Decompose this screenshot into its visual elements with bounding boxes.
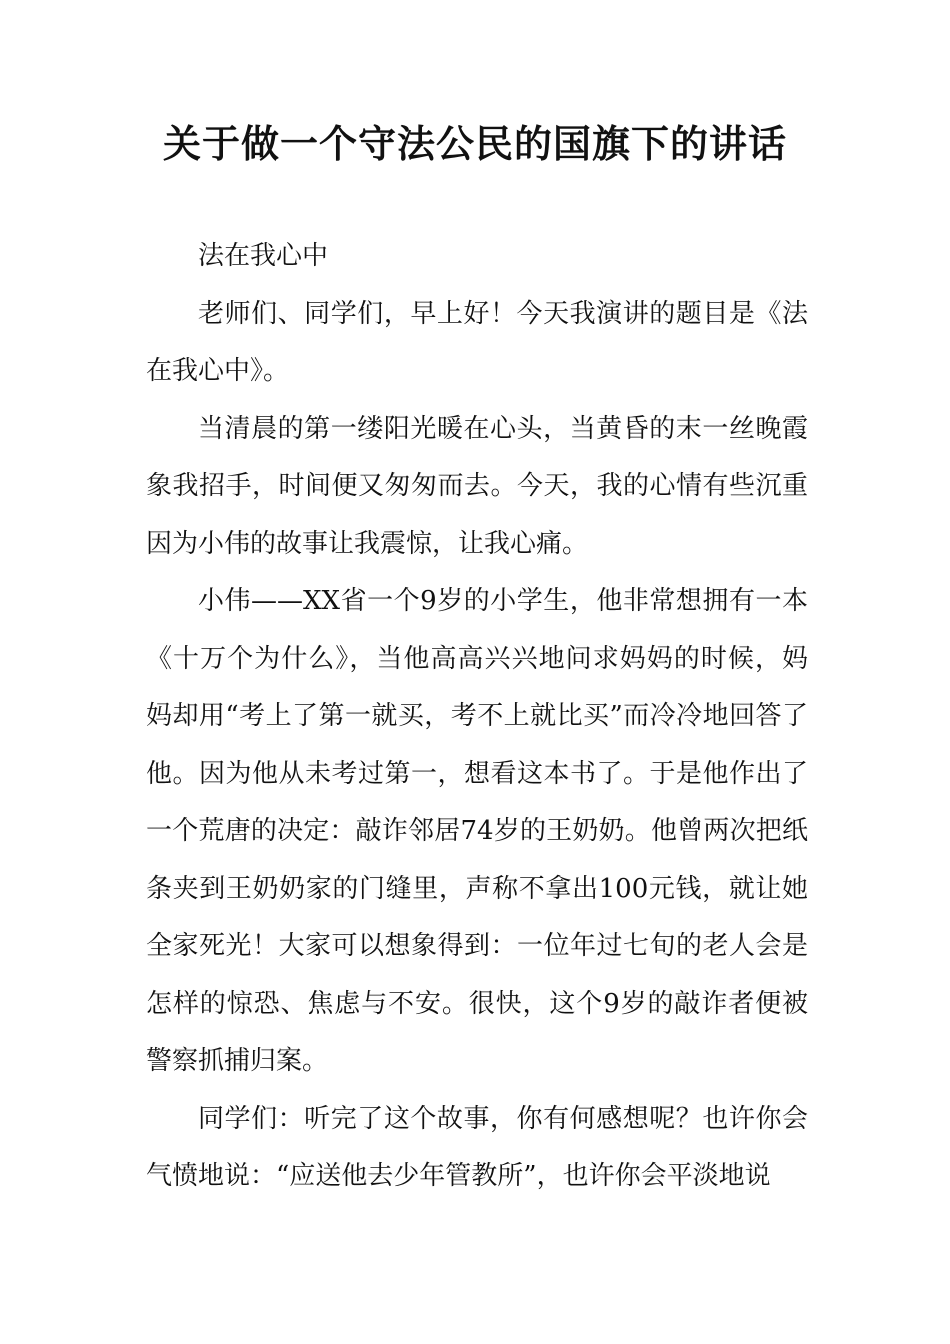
paragraph-greeting: 老师们、同学们，早上好！今天我演讲的题目是《法在我心中》。 <box>146 298 808 386</box>
paragraph-story: 小伟——XX省一个9岁的小学生，他非常想拥有一本《十万个为什么》，当他高高兴兴地问求妈妈的时候，妈妈却用“考上了第一就买，考不上就比买”而冷冷地回答了他。因为他从未考过第一，想看这本书了。于是他作出了一个荒唐的决定：敲诈邻居74岁的王奶奶。他曾两次把纸条夹到王奶奶家的门缝里，声称不拿出100元钱，就让她全家死光！大家可以想象得到：一位年过七旬的老人会是怎样的惊恐、焦虑与不安。很快，这个9岁的敲诈者便被警察抓捕归案。 <box>146 586 808 1076</box>
document-title: 关于做一个守法公民的国旗下的讲话 <box>162 121 787 166</box>
document-body <box>146 228 808 1206</box>
paragraph-reflection: 同学们：听完了这个故事，你有何感想呢？也许你会气愤地说：“应送他去少年管教所”，也许你会平淡地说 <box>146 1103 808 1191</box>
paragraph-intro: 当清晨的第一缕阳光暖在心头，当黄昏的末一丝晚霞象我招手，时间便又匆匆而去。今天，我的心情有些沉重因为小伟的故事让我震惊，让我心痛。 <box>146 413 808 559</box>
speech-subtitle: 法在我心中 <box>198 241 329 271</box>
